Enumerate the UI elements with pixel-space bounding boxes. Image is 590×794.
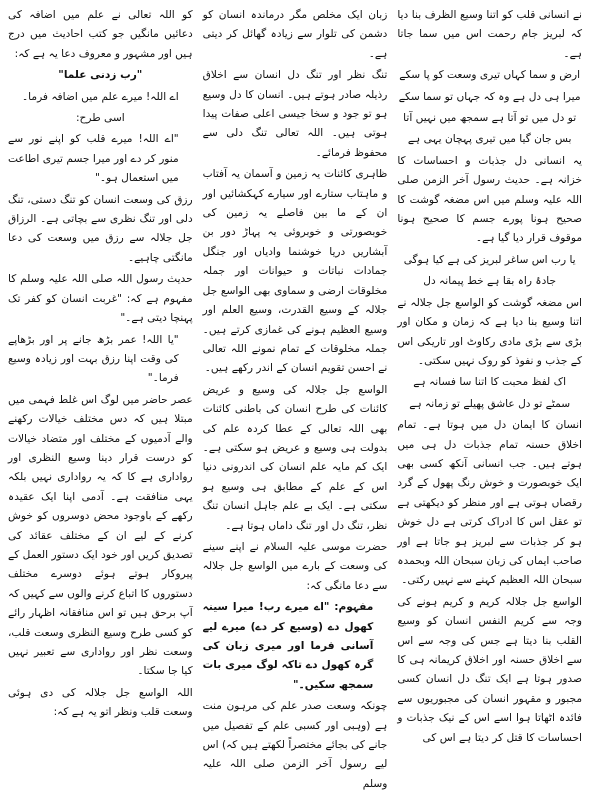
paragraph: انسان کا ایمان دل میں ہوتا ہے۔ تمام اخلاق حسنہ تمام جذبات دل ہی میں ہوتے ہیں۔ جب انسانی آنکھ کسی بھی ایک خوبصورت و خوش رنگ پھول کے گرد رقصاں ہوتی ہے اور منظر کو دیکھتی ہے تو عقل اس کا ادراک کرتی ہے دل خوش ہو کر جذبات سے لبریز ہو جاتا ہے اور صاحب ایماں کی زبان سبحان اللہ وبحمدہ سبحان اللہ العظیم کہنے سے نہیں رکتی۔ xyxy=(397,419,582,587)
column-left xyxy=(8,6,193,769)
paragraph: حضرت موسی علیہ السلام نے اپنے سینے کی وسعت کے بارے میں الواسع جل جلالہ سے دعا مانگی کہ: xyxy=(202,540,388,592)
paragraph: نے انسانی قلب کو اتنا وسیع الظرف بنا دیا کہ لبریز جام رحمت اس میں سما جاتا ہے۔ xyxy=(397,9,582,60)
column-right xyxy=(397,6,582,769)
paragraph: حدیث رسول اللہ صلی اللہ علیہ وسلم کا مفہوم ہے کہ: "غربت انسان کو کفر تک پہنچا دیتی ہے۔" xyxy=(7,273,193,325)
paragraph: یہ انسانی دل جذبات و احساسات کا خزانہ ہے۔ حدیث رسول آخر الزمن صلی اللہ علیہ وسلم میں اس مضغہ گوشت کا صحیح ہونا پورے جسم کا صحیح ہونا موقوف قرار دیا گیا ہے۔ xyxy=(397,154,582,245)
quoted-dua: مفہوم: "اے میرے رب! میرا سینہ کھول دے (وسیع کر دے) میرے لیے آسانی فرما اور میری زبان کی گرہ کھول دے تاکہ لوگ میری بات سمجھ سکیں۔" xyxy=(202,601,374,691)
verse-line: سمٹے تو دل عاشق پھیلے تو زمانہ ہے xyxy=(409,397,571,410)
paragraph: اس مضغہ گوشت کو الواسع جل جلالہ نے اتنا وسیع بنا دیا ہے کہ زمان و مکان اور بڑی سے بڑی مادی رکاوٹ اور تاریکی اس کے جذب و نفوذ کو روک نہیں سکتی۔ xyxy=(397,296,582,367)
verse-line: تو دل میں تو آتا ہے سمجھ میں نہیں آتا xyxy=(403,112,577,125)
paragraph: رزق کی وسعت انسان کو تنگ دستی، تنگ دلی اور تنگ نظری سے بچاتی ہے۔ الرزاق جل جلالہ سے رزق میں وسعت کی دعا مانگتی چاہیے۔ xyxy=(7,193,193,264)
paragraph: چونکہ وسعت صدر علم کی مرہون منت ہے (وہبی اور کسبی علم کے تفصیل میں جانے کی بجائے مختصراً لکھتے ہیں کہ) اس لیے رسول آخر الزمن صلی اللہ علیہ وسلم xyxy=(202,700,388,790)
paragraph: کو اللہ تعالی نے علم میں اضافہ کی دعائیں مانگیں جو کتب احادیث میں درج ہیں اور مشہور و معروف دعا یہ ہے کہ: xyxy=(7,9,193,60)
verse-line: جادۂ راہ بقا ہے خط پیمانہ دل xyxy=(423,275,557,288)
quoted-dua: "رب زدنی علما" xyxy=(58,69,143,82)
paragraph: تنگ نظر اور تنگ دل انسان سے اخلاق رذیلہ صادر ہوتے ہیں۔ انسان کا دل وسیع ہو تو جود و سخا جیسی اعلی صفات پیدا ہوتی ہیں۔ اللہ تعالی تنگ دلی سے محفوظ فرمائے۔ xyxy=(202,69,388,159)
column-middle xyxy=(202,6,388,790)
paragraph: عصر حاضر میں لوگ اس غلط فہمی میں مبتلا ہیں کہ دس مختلف خیالات رکھنے والے آدمیوں کے مختلف اور متضاد خیالات کو درست قرار دینا وسیع النظری اور رواداری ہے کا کہ یہ رواداری نہیں بلکہ یہی منافقت ہے۔ آدمی اپنا ایک عقیدہ رکھے کے باوجود محض دوسروں کو خوش کرنے کے لیے ان کے مختلف عقائد کی تصدیق کریں اور خود ایک دستور العمل کے پیروکار ہوتے ہوئے دوسرے مختلف دستوروں کا اتباع کرنے والوں سے کہیں کہ آپ برحق ہیں تو اس منافقانہ اظہار رائے کو کسی طرح وسیع النظری وسعت قلب، وسعت نظر اور رواداری سے تعبیر نہیں کیا جا سکتا۔ xyxy=(7,393,193,678)
quoted-dua: "اے اللہ! میرے قلب کو اپنے نور سے منور کر دے اور میرا جسم تیری اطاعت میں استعمال ہو۔" xyxy=(7,133,179,185)
paragraph: ظاہری کائنات یہ زمین و آسمان یہ آفتاب و ماہتاب ستارے اور سیارے کہکشائیں اور ان کے ما بین فاصلے یہ زمین کی خوبصورتی و خوبروئی یہ پہاڑ دور بن آبشاریں دریا خوشنما وادیاں اور جنگل جمادات نباتات و حیوانات اور جملہ مخلوقات ارضی و سماوی بھی الواسع جل جلالہ کے وسیع القدرت، وسیع العلم اور وسیع العظیم ہونے کی غمازی کرتے ہیں۔ جملہ مخلوقات کے تمام نمونے اللہ تعالی نے احسن تقویم انسان کے اندر رکھے ہیں۔ xyxy=(202,168,388,375)
paragraph: زبان ایک مخلص مگر درماندہ انسان کو دشمن کی تلوار سے زیادہ گھائل کر دیتی ہے۔ xyxy=(202,9,388,60)
verse-line: اک لفظ محبت کا اتنا سا فسانہ ہے xyxy=(413,376,567,389)
verse-line: یا رب اس ساغر لبریز کی ہے کیا ہوگی xyxy=(403,253,576,266)
quoted-dua: "یا اللہ! عمر بڑھ جانے پر اور بڑھاپے کی وقت اپنا رزق بہت اور زیادہ وسیع فرما۔" xyxy=(7,333,179,385)
verse-line: بس جان گیا میں تیری پہچان یہی ہے xyxy=(407,133,572,146)
verse-line: اے اللہ! میرے علم میں اضافہ فرما۔ xyxy=(21,90,179,103)
paragraph: الواسع جل جلالہ کریم و کریم ہونے کی وجہ سے کریم النفس انسان کو وسیع القلب بنا دیتا ہے جس کی وجہ سے اس سے اخلاق حسنہ اور اخلاق کریمانہ ہی کا صدور ہوتا ہے ایک تنگ دل انسان کسی مجبور و مقہور انسان کی مجبوریوں سے فائدہ اٹھاتا ہوا اسے اس کے نیک جذبات و احساسات کا قتل کر دیتا ہے اس کی xyxy=(397,595,582,744)
verse-line: میرا ہی دل ہے وہ کہ جہاں تو سما سکے xyxy=(398,90,581,103)
subheading: اسی طرح: xyxy=(75,112,125,125)
verse-line: ارض و سما کہاں تیری وسعت کو پا سکے xyxy=(399,69,581,82)
paragraph: اللہ الواسع جل جلالہ کی دی ہوئی وسعت قلب ونظر اتو یہ ہے کہ: xyxy=(7,686,193,719)
paragraph: الواسع جل جلالہ کی وسیع و عریض کائنات کی طرح انسان کی باطنی کائنات بھی اللہ تعالی کے عطا کردہ علم کی بدولت ہی وسیع و عریض ہو سکتی ہے۔ ایک کم مایہ علم انسان کی اندرونی دنیا اس کے علم کے مطابق ہی وسیع ہو سکتی ہے۔ ایک بے علم جاہل انسان تنگ نظر، تنگ دل اور تنگ داماں ہوتا ہے۔ xyxy=(202,383,388,532)
